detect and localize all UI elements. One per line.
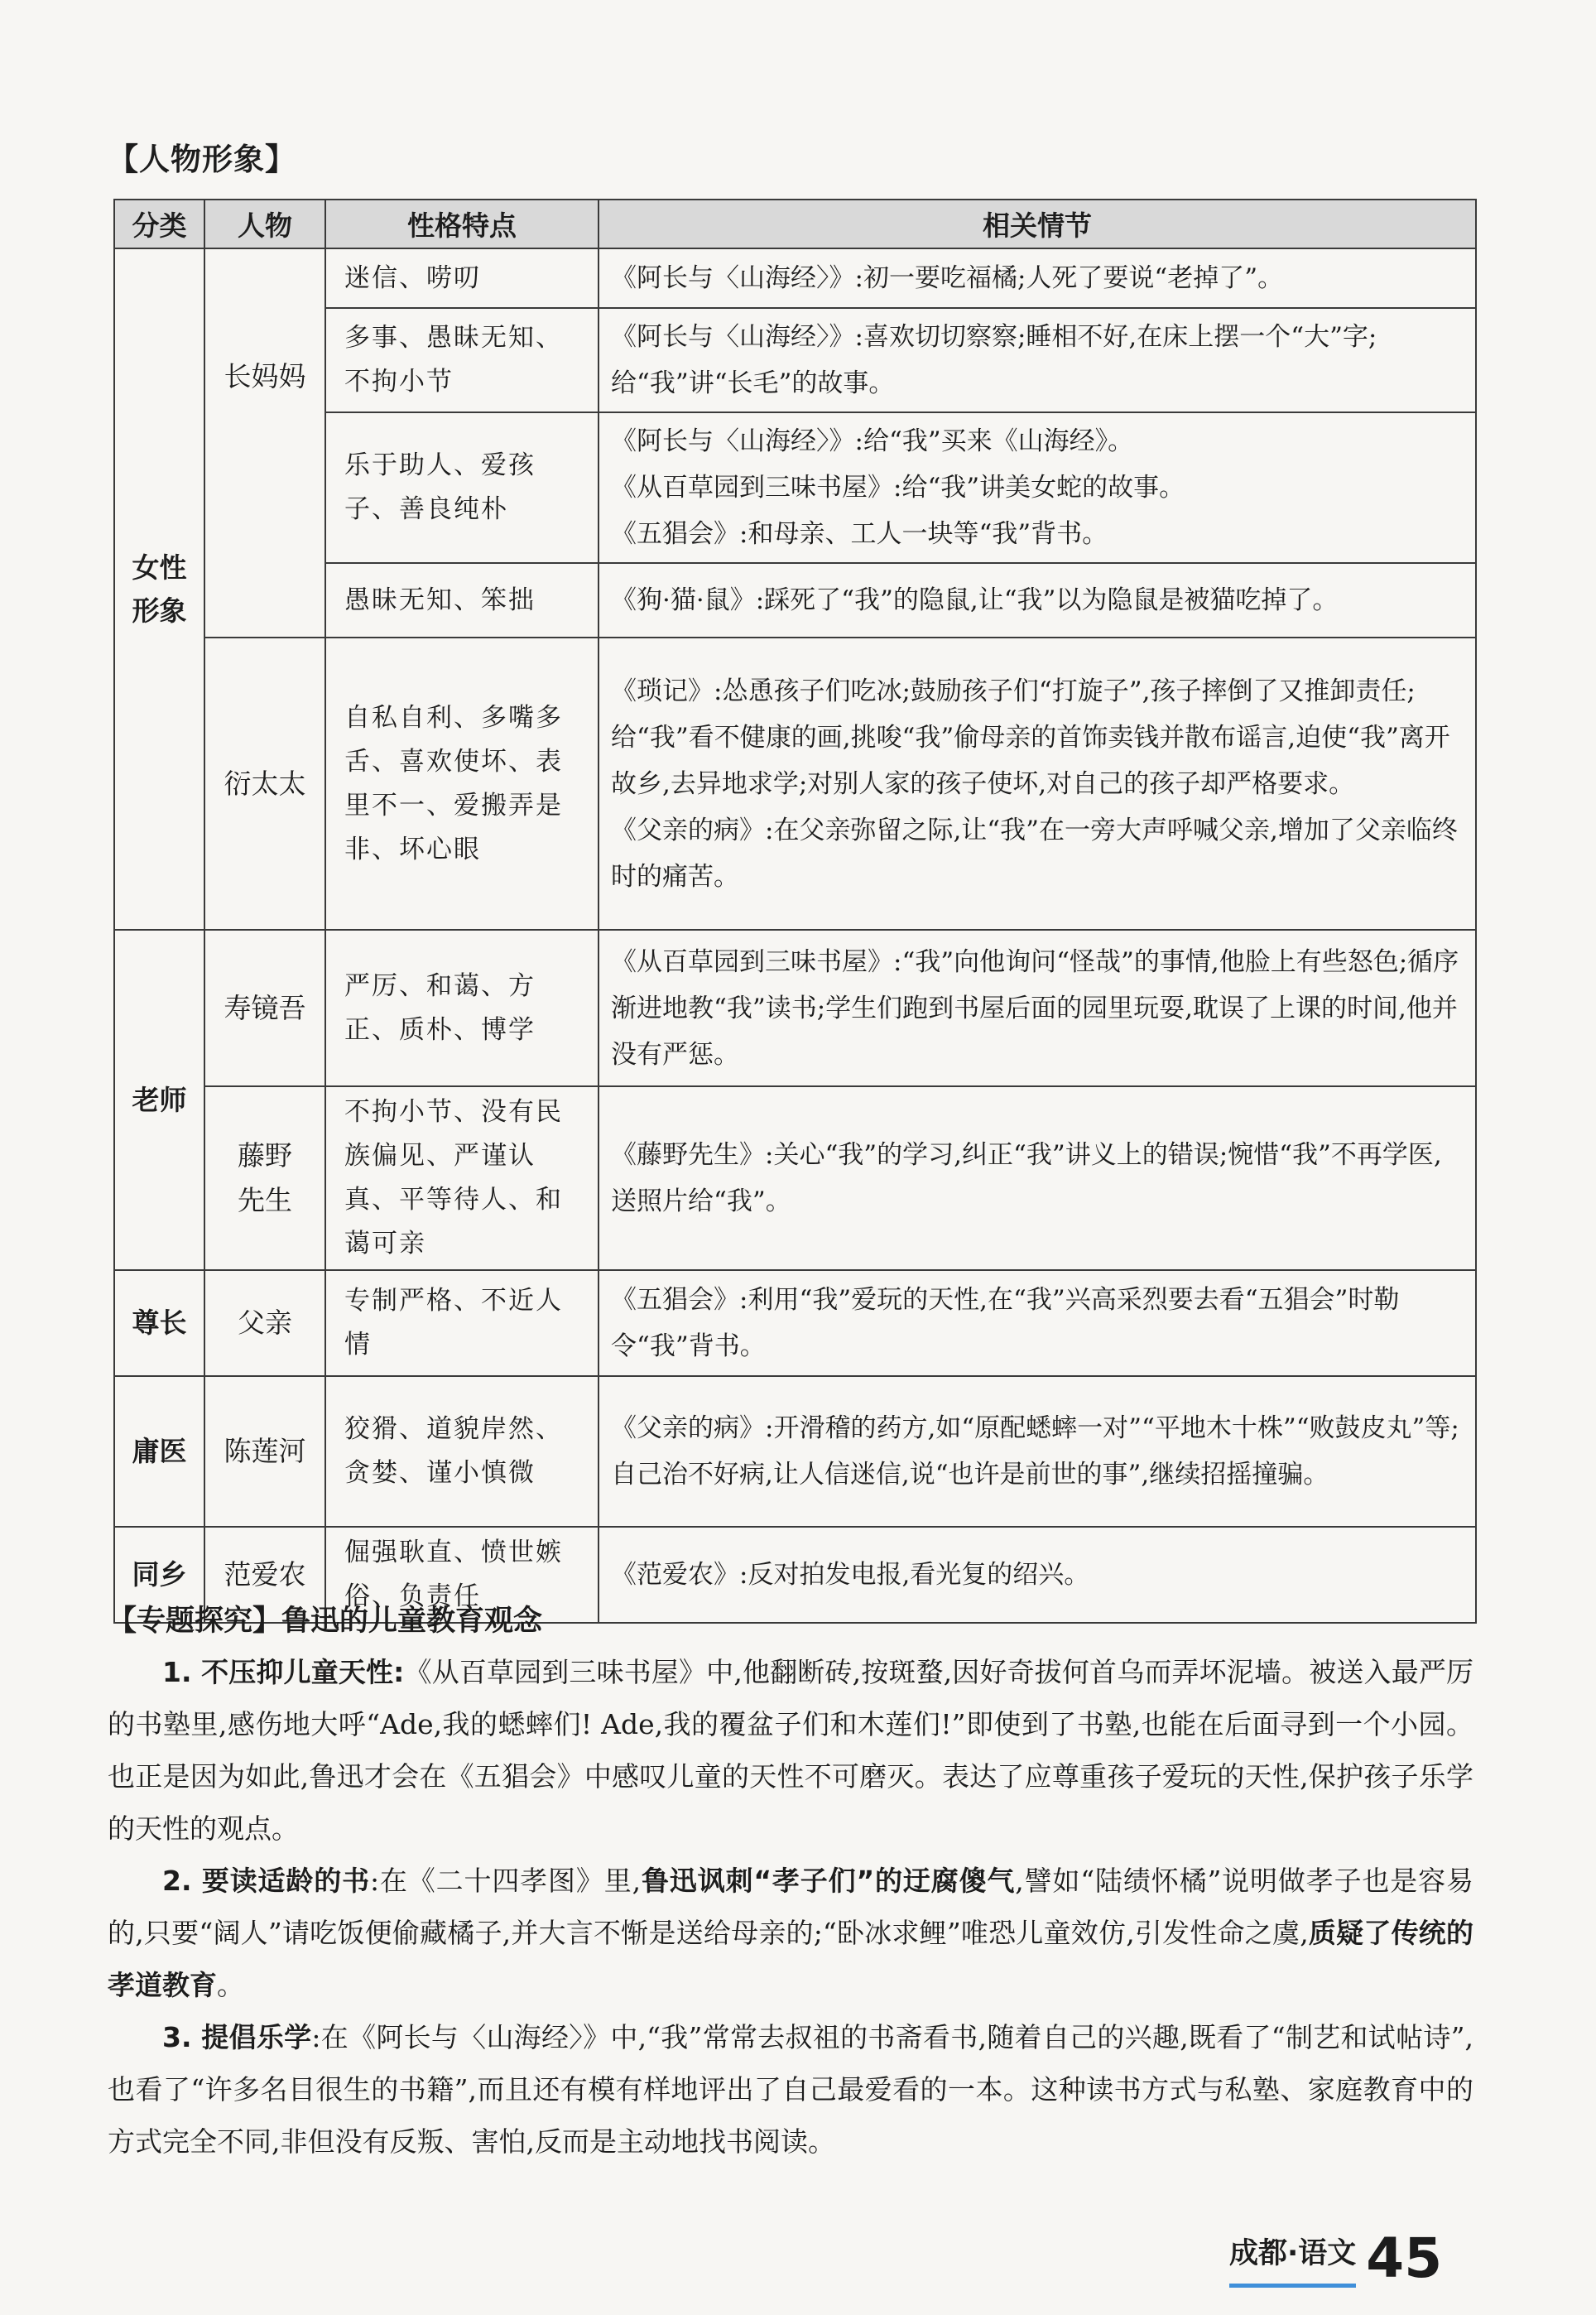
character-table (113, 199, 1477, 1624)
inquiry-section (108, 1596, 1473, 2168)
plot-line: 《琐记》:怂恿孩子们吃冰;鼓励孩子们“打旋子”,孩子摔倒了又推卸责任;给“我”看不健康的画,挑唆“我”偷母亲的首饰卖钱并散布谣言,迫使“我”离开故乡,去异地求学;对别人家的孩子使坏,对自己的孩子却严格要求。 (611, 676, 1450, 799)
emphasis-text: 鲁迅讽刺“孝子们”的迂腐傻气 (641, 1865, 1016, 1897)
paragraph-text: 《从百草园到三味书屋》中,他翻断砖,按斑蝥,因好奇拔何首乌而弄坏泥墙。被送入最严厉的书塾里,感伤地大呼“Ade,我的蟋蟀们! Ade,我的覆盆子们和木莲们!”即使到了书塾,也能在后面寻到一个小园。也正是因为如此,鲁迅才会在《五猖会》中感叹儿童的天性不可磨灭。表达了应尊重孩子爱玩的天性,保护孩子乐学的天性的观点。 (108, 1656, 1473, 1845)
person-fanainong: 范爱农 (204, 1527, 325, 1623)
trait-cell: 乐于助人、爱孩子、善良纯朴 (325, 412, 598, 563)
paragraph-heading: 2. 要读适龄的书 (162, 1865, 370, 1897)
table-row (114, 930, 1476, 1086)
header-category: 分类 (114, 200, 204, 248)
inquiry-paragraph-2 (108, 1855, 1473, 2011)
person-fuqin: 父亲 (204, 1270, 325, 1376)
section-title: 【人物形象】 (108, 142, 296, 177)
plot-cell: 《藤野先生》:关心“我”的学习,纠正“我”讲义上的错误;惋惜“我”不再学医,送照片给“我”。 (598, 1086, 1476, 1270)
trait-cell: 狡猾、道貌岸然、贪婪、谨小慎微 (325, 1376, 598, 1527)
header-traits: 性格特点 (325, 200, 598, 248)
header-plot: 相关情节 (598, 200, 1476, 248)
trait-cell: 多事、愚昧无知、不拘小节 (325, 308, 598, 412)
plot-cell: 《狗·猫·鼠》:踩死了“我”的隐鼠,让“我”以为隐鼠是被猫吃掉了。 (598, 563, 1476, 638)
plot-cell (598, 638, 1476, 930)
category-townsman: 同乡 (114, 1527, 204, 1623)
plot-cell: 《范爱农》:反对拍发电报,看光复的绍兴。 (598, 1527, 1476, 1623)
plot-cell: 《从百草园到三味书屋》:“我”向他询问“怪哉”的事情,他脸上有些怒色;循序渐进地教“我”读书;学生们跑到书屋后面的园里玩耍,耽误了上课的时间,他并没有严惩。 (598, 930, 1476, 1086)
trait-cell: 自私自利、多嘴多舌、喜欢使坏、表里不一、爱搬弄是非、坏心眼 (325, 638, 598, 930)
page-footer (1229, 2221, 1442, 2288)
plot-line: 《父亲的病》:在父亲弥留之际,让“我”在一旁大声呼喊父亲,增加了父亲临终时的痛苦。 (611, 815, 1458, 892)
trait-cell: 倔强耿直、愤世嫉俗、负责任 (325, 1527, 598, 1623)
paragraph-text: :在《二十四孝图》里, (369, 1865, 642, 1897)
trait-cell: 严厉、和蔼、方正、质朴、博学 (325, 930, 598, 1086)
paragraph-heading: 1. 不压抑儿童天性: (162, 1656, 405, 1688)
person-chenlianhe: 陈莲河 (204, 1376, 325, 1527)
paragraph-heading: 3. 提倡乐学 (162, 2021, 312, 2053)
table-header-row (114, 200, 1476, 248)
category-female: 女性形象 (114, 248, 204, 930)
plot-cell: 《父亲的病》:开滑稽的药方,如“原配蟋蟀一对”“平地木十株”“败鼓皮丸”等;自己治不好病,让人信迷信,说“也许是前世的事”,继续招摇撞骗。 (598, 1376, 1476, 1527)
trait-cell: 愚昧无知、笨拙 (325, 563, 598, 638)
plot-line: 《阿长与〈山海经〉》:给“我”买来《山海经》。 (611, 426, 1134, 456)
trait-cell: 专制严格、不近人情 (325, 1270, 598, 1376)
table-row (114, 248, 1476, 308)
footer-label: 成都·语文 (1229, 2231, 1356, 2288)
paragraph-text: :在《阿长与〈山海经〉》中,“我”常常去叔祖的书斋看书,随着自己的兴趣,既看了“制艺和试帖诗”,也看了“许多名目很生的书籍”,而且还有模有样地评出了自己最爱看的一本。这种读书方式与私塾、家庭教育中的方式完全不同,非但没有反叛、害怕,反而是主动地找书阅读。 (108, 2021, 1473, 2158)
trait-cell: 迷信、唠叨 (325, 248, 598, 308)
inquiry-title: 【专题探究】鲁迅的儿童教育观念 (108, 1605, 543, 1638)
plot-line: 《五猖会》:和母亲、工人一块等“我”背书。 (611, 519, 1108, 549)
plot-line: 《从百草园到三味书屋》:给“我”讲美女蛇的故事。 (611, 473, 1185, 503)
category-teacher: 老师 (114, 930, 204, 1270)
page-number: 45 (1366, 2226, 1443, 2290)
person-changmama: 长妈妈 (204, 248, 325, 638)
category-quack: 庸医 (114, 1376, 204, 1527)
paragraph-text: ,譬如“陆绩怀橘”说明做孝子也是容易的,只要“阔人”请吃饭便偷藏橘子,并大言不惭是送给母亲的;“卧冰求鲤”唯恐儿童效仿,引发性命之虞, (108, 1865, 1473, 1949)
table-row (114, 1086, 1476, 1270)
paragraph-text: 。 (217, 1969, 244, 2001)
table-row (114, 638, 1476, 930)
trait-cell: 不拘小节、没有民族偏见、严谨认真、平等待人、和蔼可亲 (325, 1086, 598, 1270)
plot-cell: 《五猖会》:利用“我”爱玩的天性,在“我”兴高采烈要去看“五猖会”时勒令“我”背书。 (598, 1270, 1476, 1376)
person-yantaitai: 衍太太 (204, 638, 325, 930)
table-row (114, 1270, 1476, 1376)
person-tengye: 藤野先生 (204, 1086, 325, 1270)
header-person: 人物 (204, 200, 325, 248)
plot-cell: 《阿长与〈山海经〉》:喜欢切切察察;睡相不好,在床上摆一个“大”字;给“我”讲“长毛”的故事。 (598, 308, 1476, 412)
inquiry-paragraph-3 (108, 2011, 1473, 2168)
inquiry-paragraph-1 (108, 1646, 1473, 1855)
plot-cell: 《阿长与〈山海经〉》:初一要吃福橘;人死了要说“老掉了”。 (598, 248, 1476, 308)
category-elder: 尊长 (114, 1270, 204, 1376)
person-shoujingwu: 寿镜吾 (204, 930, 325, 1086)
plot-cell (598, 412, 1476, 563)
table-row (114, 1376, 1476, 1527)
emphasis-text: 质疑了传统的孝道教育 (108, 1917, 1473, 2001)
